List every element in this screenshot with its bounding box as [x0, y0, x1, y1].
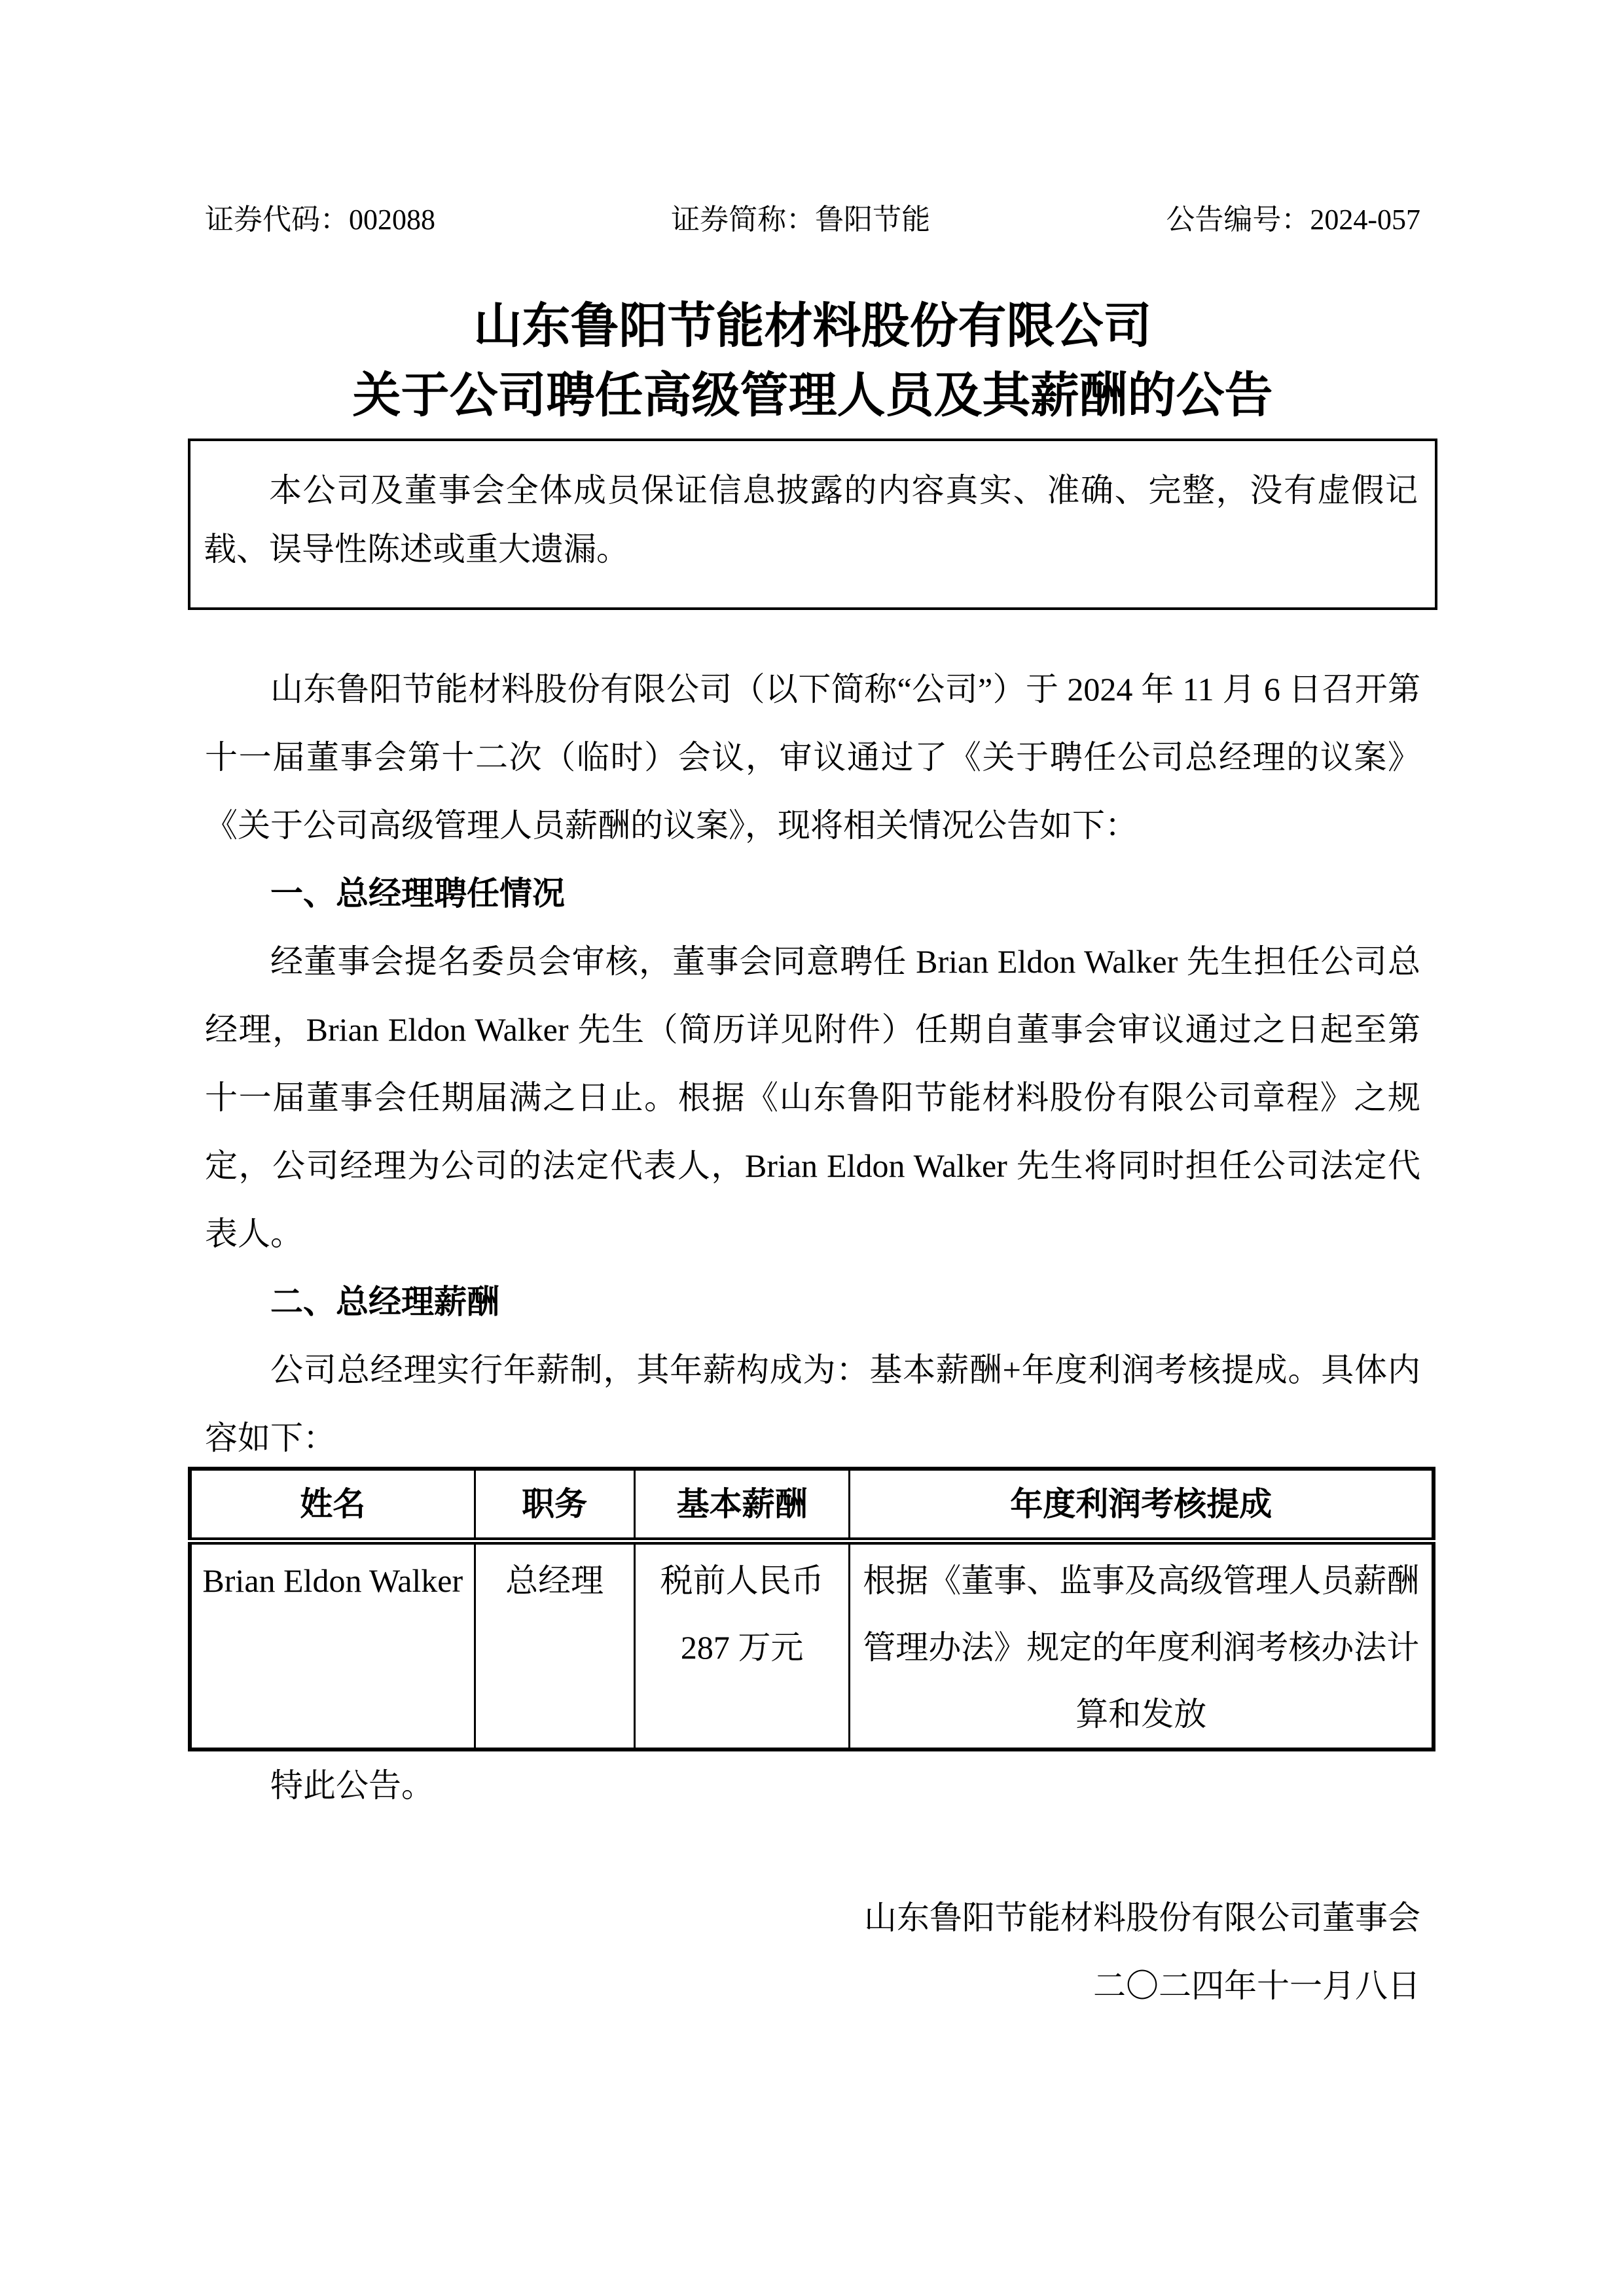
document-content [202, 0, 1420, 2020]
closing-text: 特此公告。 [270, 1767, 434, 1804]
table-header-base-salary: 基本薪酬 [634, 1469, 850, 1541]
cell-base-salary: 税前人民币 287 万元 [634, 1541, 850, 1750]
table-header-name: 姓名 [190, 1469, 475, 1541]
salary-table-data-row [190, 1541, 1434, 1750]
securities-header-row [205, 202, 1420, 238]
stock-abbr-text: 证券简称：鲁阳节能 [671, 204, 931, 236]
salary-table [188, 1467, 1435, 1751]
announcement-number-text: 公告编号：2024-057 [1166, 204, 1420, 236]
signature-date: 二〇二四年十一月八日 [1093, 1967, 1420, 2004]
section-2-heading: 二、总经理薪酬 [270, 1283, 499, 1320]
cell-name: Brian Eldon Walker [190, 1541, 475, 1750]
section-1-heading: 一、总经理聘任情况 [270, 875, 565, 912]
cell-position: 总经理 [475, 1541, 634, 1750]
section-1-paragraph: 经董事会提名委员会审核，董事会同意聘任 Brian Eldon Walker 先生担任公司总经理，Brian Eldon Walker 先生（简历详见附件）任期自董事会审议通过之日起至第十一届董事会任期届满之日止。根据《山东鲁阳节能材料股份有限公司章程》之规定，公司经理为公司的法定代表人，Brian Eldon Walker 先生将同时担任公司法定代表人。 [205, 943, 1420, 1252]
salary-table-header-row [190, 1469, 1434, 1541]
document-title-line2: 关于公司聘任高级管理人员及其薪酬的公告 [352, 369, 1273, 423]
document-title [205, 292, 1420, 431]
stock-code-text: 证券代码：002088 [205, 204, 435, 236]
section-2-paragraph: 公司总经理实行年薪制，其年薪构成为：基本薪酬+年度利润考核提成。具体内容如下： [205, 1352, 1420, 1456]
signature-block [205, 1884, 1420, 2020]
intro-paragraph: 山东鲁阳节能材料股份有限公司（以下简称“公司”）于 2024 年 11 月 6 日召开第十一届董事会第十二次（临时）会议，审议通过了《关于聘任公司总经理的议案》《关于公司高级管理人员薪酬的议案》，现将相关情况公告如下： [205, 671, 1420, 844]
disclaimer-box [188, 439, 1437, 610]
cell-profit-bonus: 根据《董事、监事及高级管理人员薪酬管理办法》规定的年度利润考核办法计算和发放 [850, 1541, 1434, 1750]
disclaimer-text: 本公司及董事会全体成员保证信息披露的内容真实、准确、完整，没有虚假记载、误导性陈述或重大遗漏。 [204, 472, 1418, 567]
signature-company: 山东鲁阳节能材料股份有限公司董事会 [864, 1899, 1420, 1936]
table-header-profit-bonus: 年度利润考核提成 [850, 1469, 1434, 1541]
table-header-position: 职务 [475, 1469, 634, 1541]
document-title-line1: 山东鲁阳节能材料股份有限公司 [473, 300, 1152, 353]
